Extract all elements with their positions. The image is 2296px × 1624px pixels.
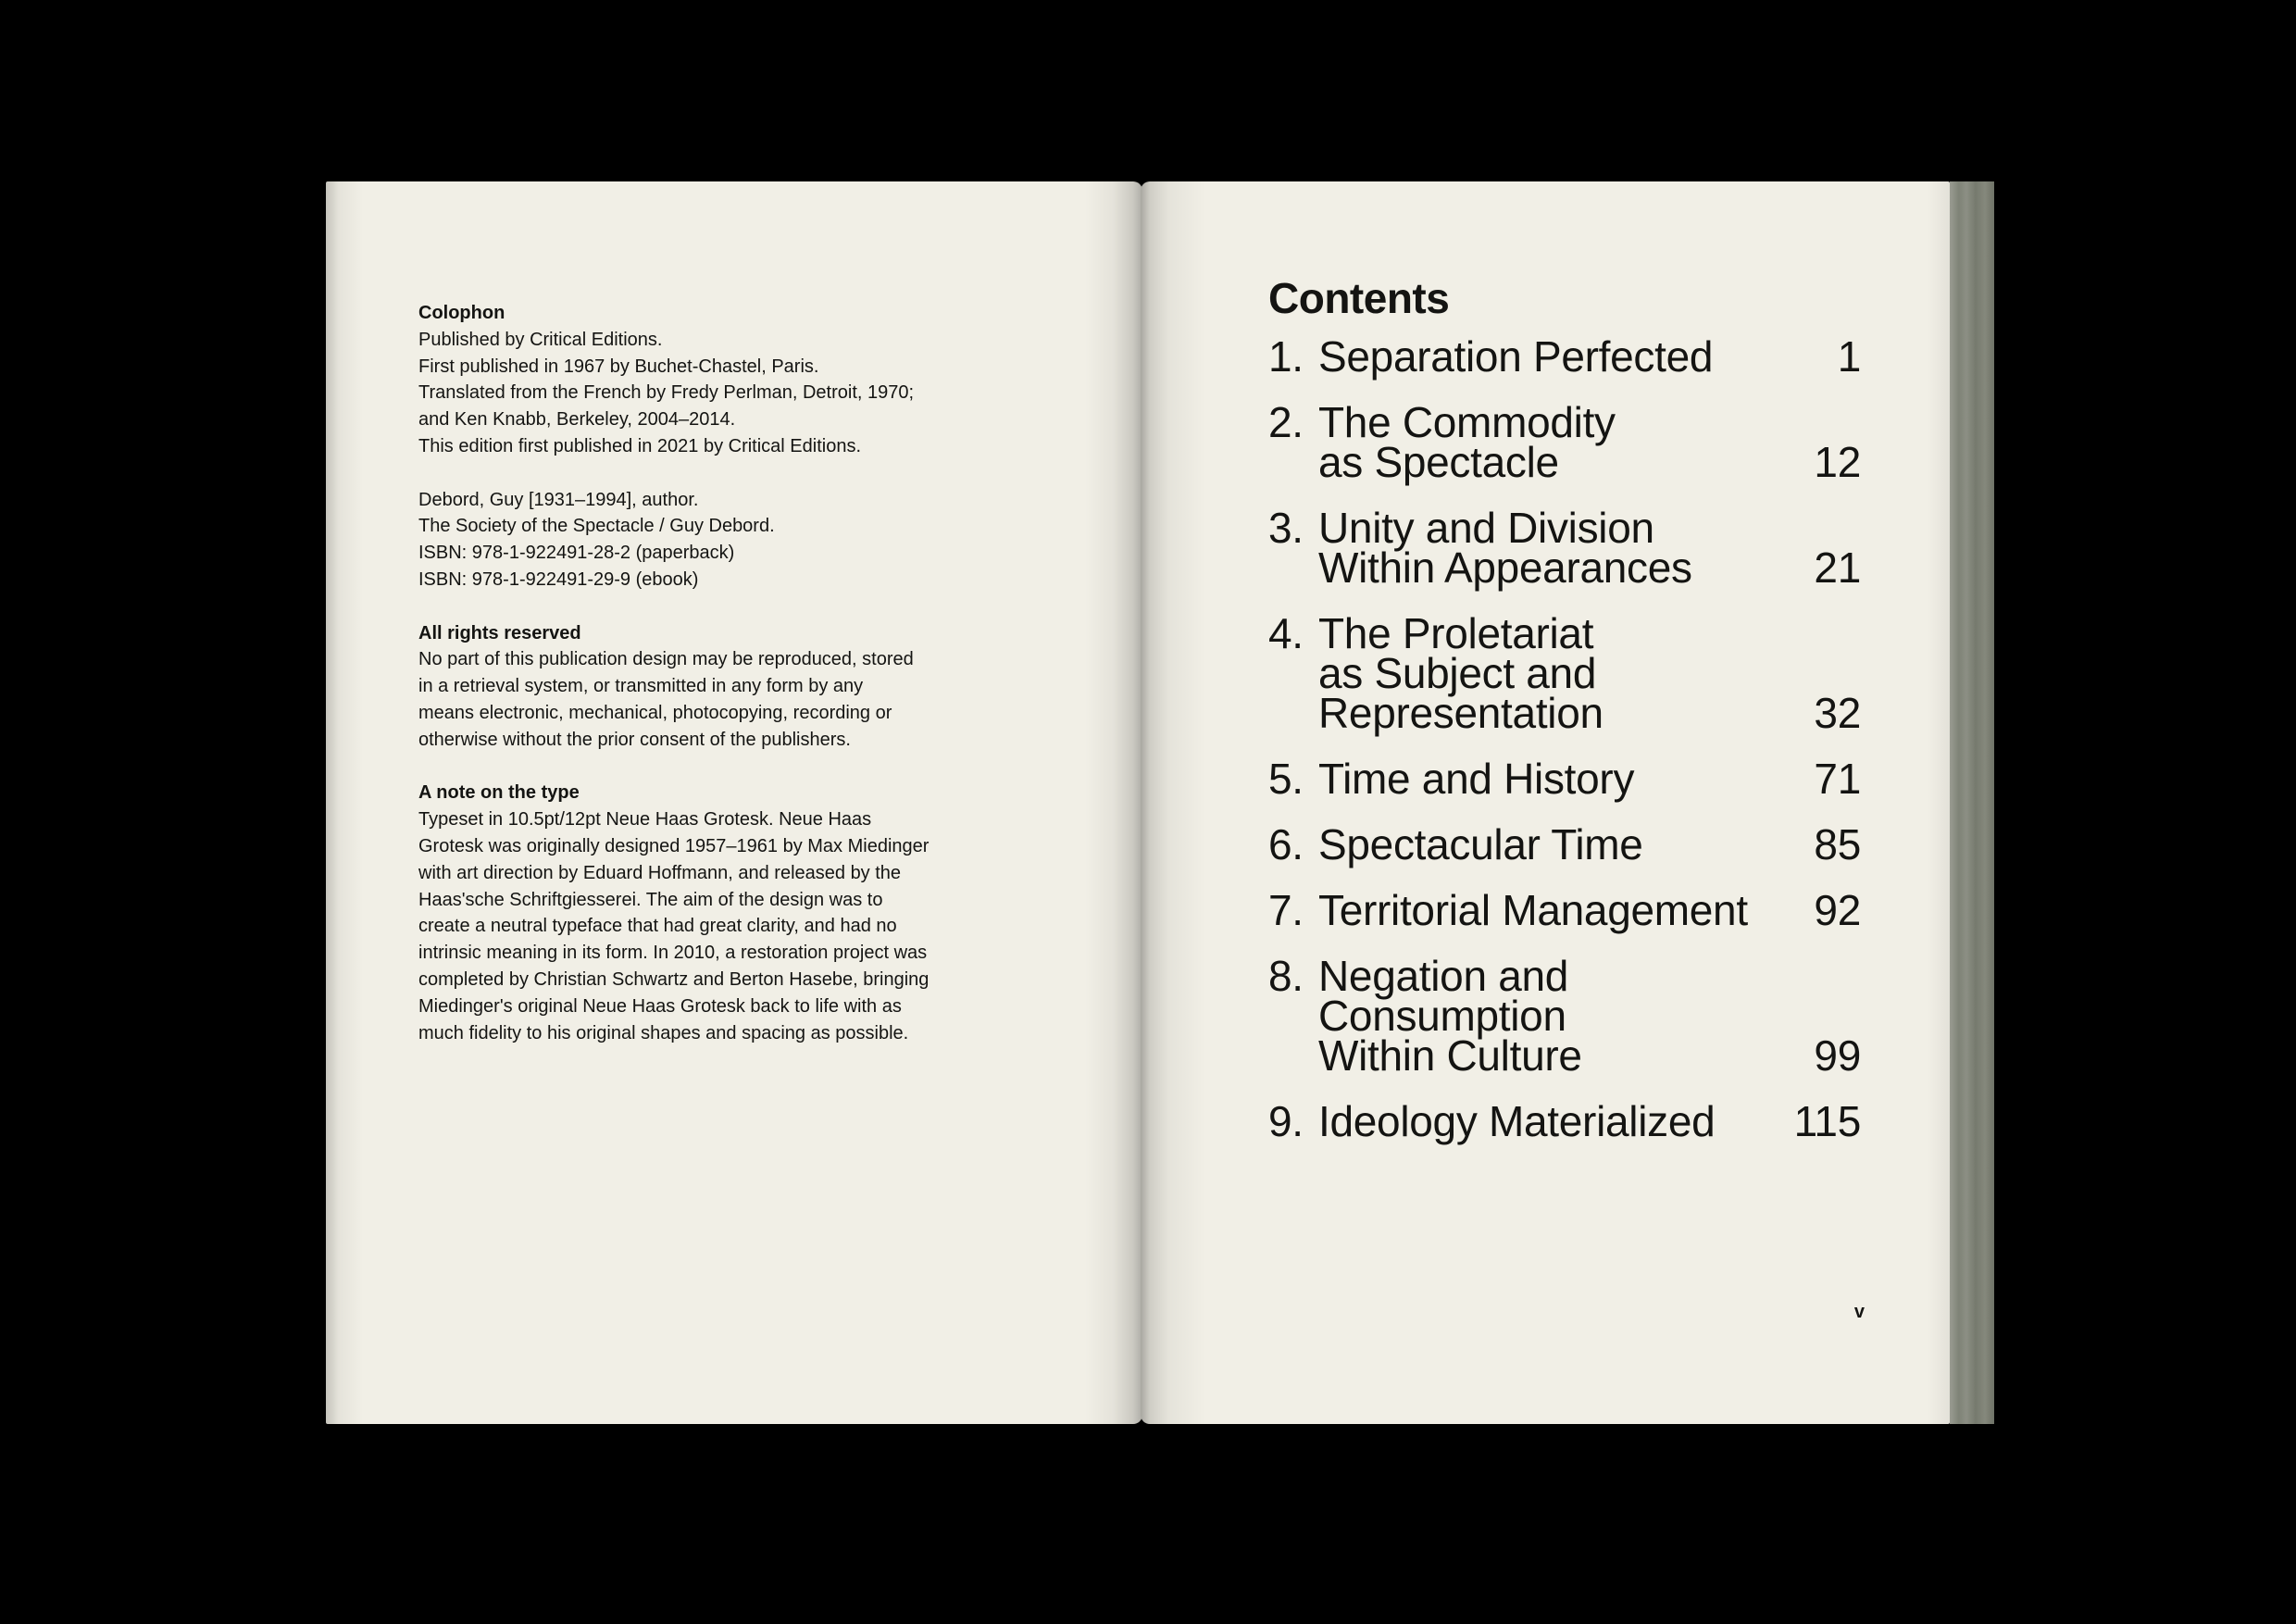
toc-entry[interactable] <box>1268 886 1861 934</box>
type-note-line: Haas'sche Schriftgiesserei. The aim of the design was to <box>418 889 883 910</box>
toc-entry-title-line: Time and History <box>1318 755 1635 803</box>
type-note-heading: A note on the type <box>418 782 580 804</box>
publisher-line: First published in 1967 by Buchet-Chastel, Paris. <box>418 356 819 377</box>
toc-entry[interactable] <box>1268 398 1861 486</box>
toc-entry-title-line: The Proletariat <box>1318 609 1594 657</box>
toc-entry-title-line: Spectacular Time <box>1318 820 1643 868</box>
rights-line: in a retrieval system, or transmitted in any form by any <box>418 676 864 697</box>
rights-lines <box>418 646 992 753</box>
toc-entry-title <box>1318 1097 1861 1145</box>
toc-entry[interactable] <box>1268 504 1861 592</box>
toc-entry-title-line: Representation <box>1318 689 1603 737</box>
catalog-line: ISBN: 978-1-922491-28-2 (paperback) <box>418 543 735 564</box>
catalog-line: Debord, Guy [1931–1994], author. <box>418 489 699 510</box>
toc-entry-number: 3. <box>1268 504 1304 552</box>
toc-entry-title-line: Ideology Materialized <box>1318 1097 1716 1145</box>
toc-entry[interactable] <box>1268 755 1861 803</box>
rights-line: otherwise without the prior consent of the publishers. <box>418 729 851 750</box>
toc-entry-title-line: Unity and Division <box>1318 504 1654 552</box>
toc-entry-title <box>1318 755 1861 803</box>
toc-entry-title <box>1318 504 1861 592</box>
catalog-line: The Society of the Spectacle / Guy Debord. <box>418 516 775 537</box>
type-note-line: Miedinger's original Neue Haas Grotesk back to life with as <box>418 995 902 1017</box>
toc-entry-title <box>1318 609 1861 737</box>
toc-entry-number: 9. <box>1268 1097 1304 1145</box>
colophon-text <box>418 300 992 1073</box>
catalog-lines <box>418 487 992 593</box>
publisher-line: Published by Critical Editions. <box>418 329 663 350</box>
type-note-line: much fidelity to his original shapes and spacing as possible. <box>418 1022 909 1043</box>
toc-entry-page-number: 12 <box>1814 438 1861 486</box>
catalog-block <box>418 487 992 593</box>
toc-entry-title-line: Negation and <box>1318 952 1569 1000</box>
toc-entry-title-line: Separation Perfected <box>1318 332 1714 381</box>
toc-entry-title <box>1318 820 1861 868</box>
toc-entry-number: 6. <box>1268 820 1304 868</box>
toc-entry-page-number: 115 <box>1793 1097 1861 1145</box>
type-note-line: intrinsic meaning in its form. In 2010, a restoration project was <box>418 943 928 964</box>
toc-entry-title-line: Within Appearances <box>1318 543 1692 592</box>
toc-entry[interactable] <box>1268 609 1861 737</box>
toc-entry-page-number: 92 <box>1814 886 1861 934</box>
colophon-heading: Colophon <box>418 303 505 323</box>
table-of-contents <box>1268 332 1861 1168</box>
toc-entry-title-line: Within Culture <box>1318 1031 1582 1080</box>
toc-entry-number: 7. <box>1268 886 1304 934</box>
contents-title: Contents <box>1268 274 1450 322</box>
toc-entry-title-line: Territorial Management <box>1318 886 1748 934</box>
left-page <box>326 181 1142 1424</box>
publisher-line: Translated from the French by Fredy Perlman, Detroit, 1970; <box>418 382 915 404</box>
toc-entry-number: 1. <box>1268 332 1304 381</box>
type-note-lines <box>418 806 992 1046</box>
toc-entry-title <box>1318 332 1861 381</box>
rights-heading: All rights reserved <box>418 622 581 643</box>
publisher-line: This edition first published in 2021 by Critical Editions. <box>418 435 862 456</box>
type-note-block <box>418 780 992 1046</box>
toc-entry-title-line: The Commodity <box>1318 398 1616 446</box>
publisher-lines <box>418 327 992 460</box>
toc-entry-title-line: Consumption <box>1318 992 1566 1040</box>
toc-entry-title-line: as Subject and <box>1318 649 1597 697</box>
toc-entry-page-number: 1 <box>1837 332 1861 381</box>
rights-block <box>418 620 992 754</box>
right-page <box>1141 181 1950 1424</box>
toc-entry-title <box>1318 886 1861 934</box>
publisher-line: and Ken Knabb, Berkeley, 2004–2014. <box>418 409 736 431</box>
toc-entry[interactable] <box>1268 332 1861 381</box>
toc-entry-title <box>1318 952 1861 1080</box>
toc-entry-page-number: 85 <box>1814 820 1861 868</box>
catalog-line: ISBN: 978-1-922491-29-9 (ebook) <box>418 568 699 590</box>
open-book <box>326 181 1994 1424</box>
toc-entry-title-line: as Spectacle <box>1318 438 1559 486</box>
toc-entry-title <box>1318 398 1861 486</box>
page-block-edge <box>1950 181 1994 1424</box>
folio-page-number: v <box>1853 1302 1865 1322</box>
type-note-line: Typeset in 10.5pt/12pt Neue Haas Grotesk. Neue Haas <box>418 809 872 831</box>
toc-entry-page-number: 99 <box>1814 1031 1861 1080</box>
toc-entry-page-number: 71 <box>1814 755 1861 803</box>
type-note-line: completed by Christian Schwartz and Berton Hasebe, bringing <box>418 968 930 990</box>
type-note-line: with art direction by Eduard Hoffmann, and released by the <box>418 862 902 883</box>
toc-entry-number: 4. <box>1268 609 1304 657</box>
toc-entry[interactable] <box>1268 952 1861 1080</box>
rights-line: No part of this publication design may be reproduced, stored <box>418 649 914 670</box>
rights-line: means electronic, mechanical, photocopying, recording or <box>418 702 892 723</box>
toc-entry[interactable] <box>1268 1097 1861 1145</box>
colophon-block <box>418 300 992 460</box>
toc-entry-page-number: 32 <box>1814 689 1861 737</box>
toc-entry-number: 5. <box>1268 755 1304 803</box>
toc-entry-page-number: 21 <box>1814 543 1861 592</box>
toc-entry-number: 8. <box>1268 952 1304 1000</box>
type-note-line: Grotesk was originally designed 1957–1961 by Max Miedinger <box>418 835 930 856</box>
toc-entry[interactable] <box>1268 820 1861 868</box>
type-note-line: create a neutral typeface that had great clarity, and had no <box>418 916 897 937</box>
toc-entry-number: 2. <box>1268 398 1304 446</box>
